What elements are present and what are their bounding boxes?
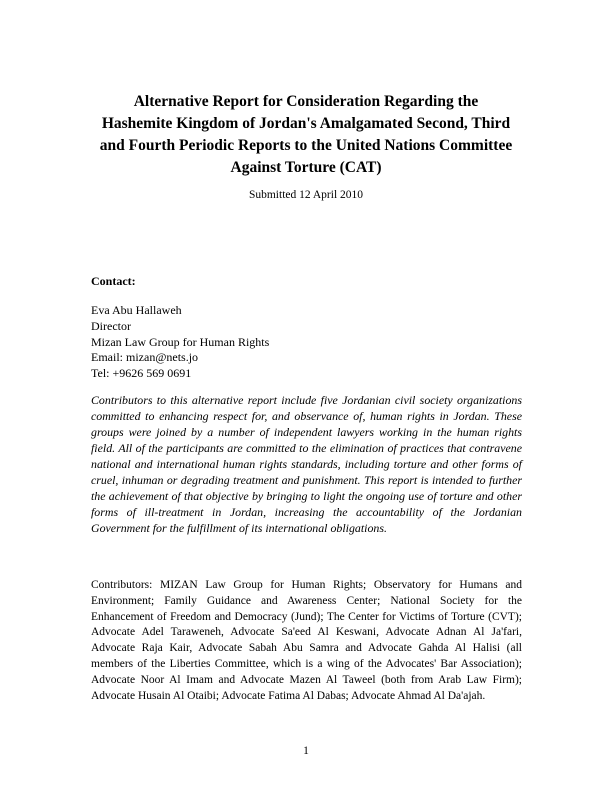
contact-heading: Contact: — [91, 274, 136, 288]
title-line: Hashemite Kingdom of Jordan's Amalgamated Second, Third — [101, 115, 511, 132]
contact-details — [91, 303, 269, 382]
title-line: and Fourth Periodic Reports to the United Nations Committee — [99, 137, 513, 154]
report-title — [80, 91, 532, 179]
contact-role: Director — [91, 318, 131, 333]
contact-email: Email: mizan@nets.jo — [91, 350, 199, 365]
submission-date: Submitted 12 April 2010 — [248, 189, 364, 201]
intro-paragraph: Contributors to this alternative report include five Jordanian civil society organizations committed to enhancing respect for, and observance of, human rights in Jordan. These groups were joined by a number of independent lawyers working in the human rights field. All of the participants are committed to the elimination of practices that contravene national and international human rights standards, including torture and other forms of cruel, inhuman or degrading treatment and punishment. This report is intended to further the achievement of that objective by bringing to light the ongoing use of torture and other forms of ill-treatment in Jordan, increasing the accountability of the Jordanian Government for the fulfillment of its international obligations. — [91, 393, 522, 535]
title-line: Alternative Report for Consideration Regarding the — [133, 93, 479, 110]
contact-phone: Tel: +9626 569 0691 — [91, 366, 192, 381]
contact-name: Eva Abu Hallaweh — [91, 303, 182, 317]
contributors-paragraph: Contributors: MIZAN Law Group for Human Rights; Observatory for Humans and Environment; Family Guidance and Awareness Center; National Society for the Enhancement of Freedom and Democracy (Jund); The Center for Victims of Torture (CVT); Advocate Adel Taraweneh, Advocate Sa'eed Al Keswani, Advocate Adnan Al Ja'fari, Advocate Raja Kair, Advocate Sabah Abu Samra and Advocate Gahda Al Halisi (all members of the Liberties Committee, which is a wing of the Advocates' Bar Association); Advocate Noor Al Imam and Advocate Mazen Al Taweel (both from Arab Law Firm); Advocate Husain Al Otaibi; Advocate Fatima Al Dabas; Advocate Ahmad Al Da'ajah. — [91, 579, 522, 702]
contact-organization: Mizan Law Group for Human Rights — [91, 334, 270, 349]
page-number: 1 — [303, 745, 309, 757]
title-line: Against Torture (CAT) — [230, 159, 382, 176]
